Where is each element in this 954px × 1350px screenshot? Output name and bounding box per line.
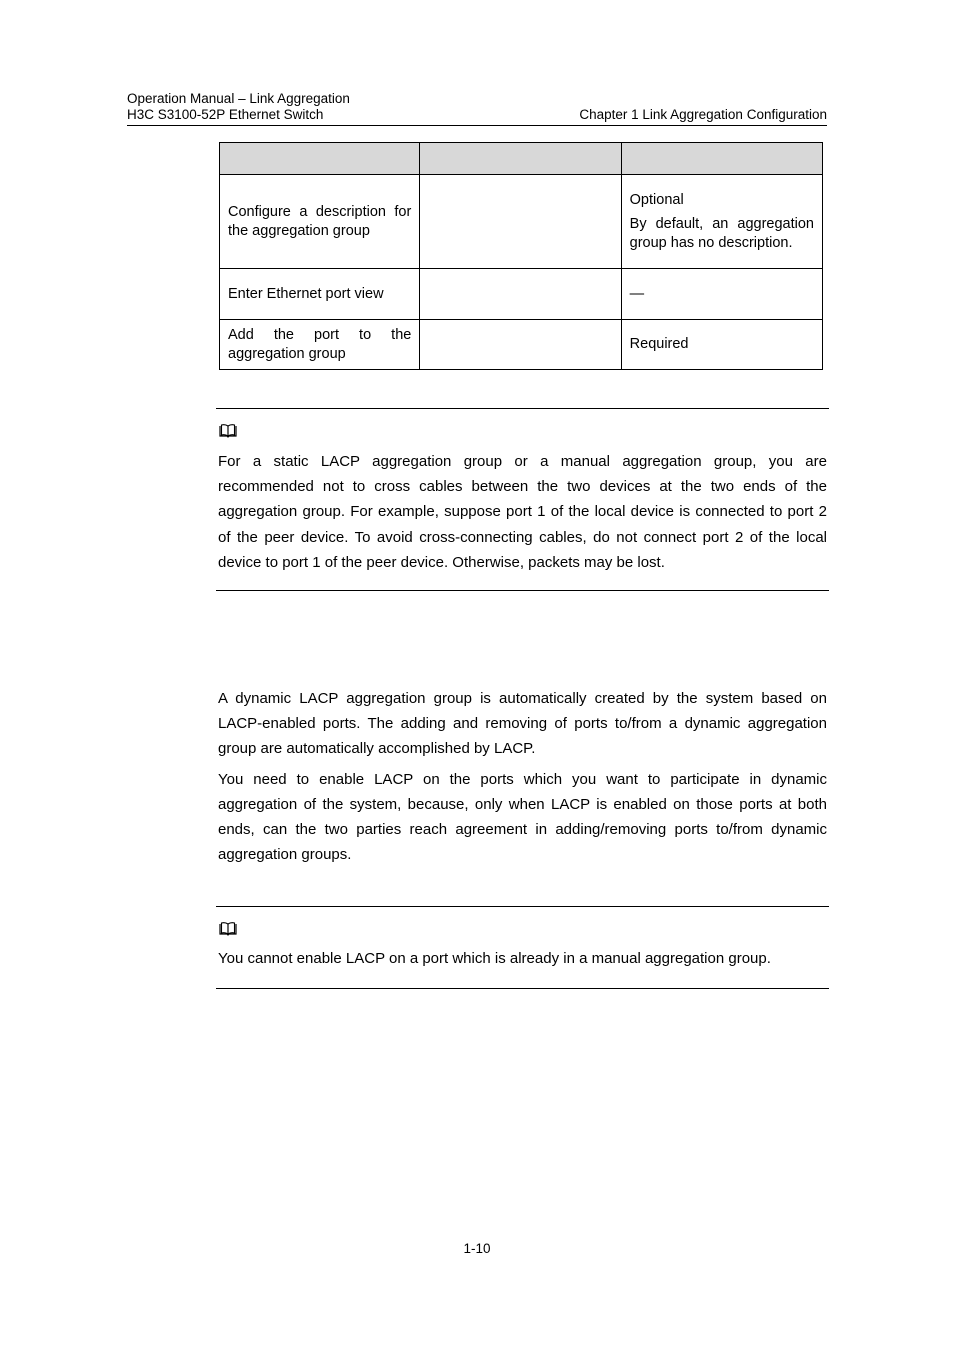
table-header-row: [220, 143, 823, 175]
remark-line: By default, an aggregation group has no description.: [629, 216, 814, 251]
book-icon: [219, 922, 237, 936]
table-cell-remarks: [621, 175, 822, 269]
table-row: [220, 269, 823, 320]
table-cell-operation: Enter Ethernet port view: [220, 269, 420, 320]
table-cell-command: [420, 175, 621, 269]
product-name: H3C S3100-52P Ethernet Switch: [127, 107, 324, 122]
paragraph: A dynamic LACP aggregation group is automatically created by the system based on LACP-enabled ports. The adding and removing of ports to/from a dynamic aggregation group are automatically accomplished by LACP.: [218, 690, 827, 757]
remark-line: Required: [629, 336, 689, 353]
table-cell-remarks: [621, 320, 822, 370]
note-box: [216, 906, 829, 989]
table-cell-operation: Add the port to the aggregation group: [220, 320, 420, 370]
remark-line: Optional: [629, 191, 684, 208]
table-cell-operation: Configure a description for the aggregation group: [220, 175, 420, 269]
note-box: [216, 408, 829, 591]
table-row: [220, 320, 823, 370]
table-cell-remarks: [621, 269, 822, 320]
book-icon: [219, 424, 237, 438]
remark-line: —: [629, 285, 645, 302]
note-text: For a static LACP aggregation group or a manual aggregation group, you are recommended not to cross cables between the two devices at the two ends of the aggregation group. For example, suppose port 1 of the local device is connected to port 2 of the peer device. To avoid cross-connecting cables, do not connect port 2 of the local device to port 1 of the peer device. Otherwise, packets may be lost.: [218, 453, 827, 571]
manual-title: Operation Manual – Link Aggregation: [127, 91, 350, 106]
table-row: [220, 175, 823, 269]
header-left: [127, 91, 350, 123]
chapter-title: Chapter 1 Link Aggregation Configuration: [579, 107, 827, 122]
configuration-table: [219, 142, 823, 370]
page-header: [127, 91, 827, 126]
table-cell-command: [420, 269, 621, 320]
page-number: 1-10: [463, 1241, 491, 1256]
table-cell-command: [420, 320, 621, 370]
note-text: You cannot enable LACP on a port which is already in a manual aggregation group.: [218, 950, 771, 967]
table-header-remarks: [621, 143, 822, 175]
paragraph: You need to enable LACP on the ports which you want to participate in dynamic aggregation of the system, because, only when LACP is enabled on those ports at both ends, can the two parties reach agreement in adding/removing ports to/from dynamic aggregation groups.: [218, 771, 827, 863]
table-header-operation: [220, 143, 420, 175]
table-header-command: [420, 143, 621, 175]
